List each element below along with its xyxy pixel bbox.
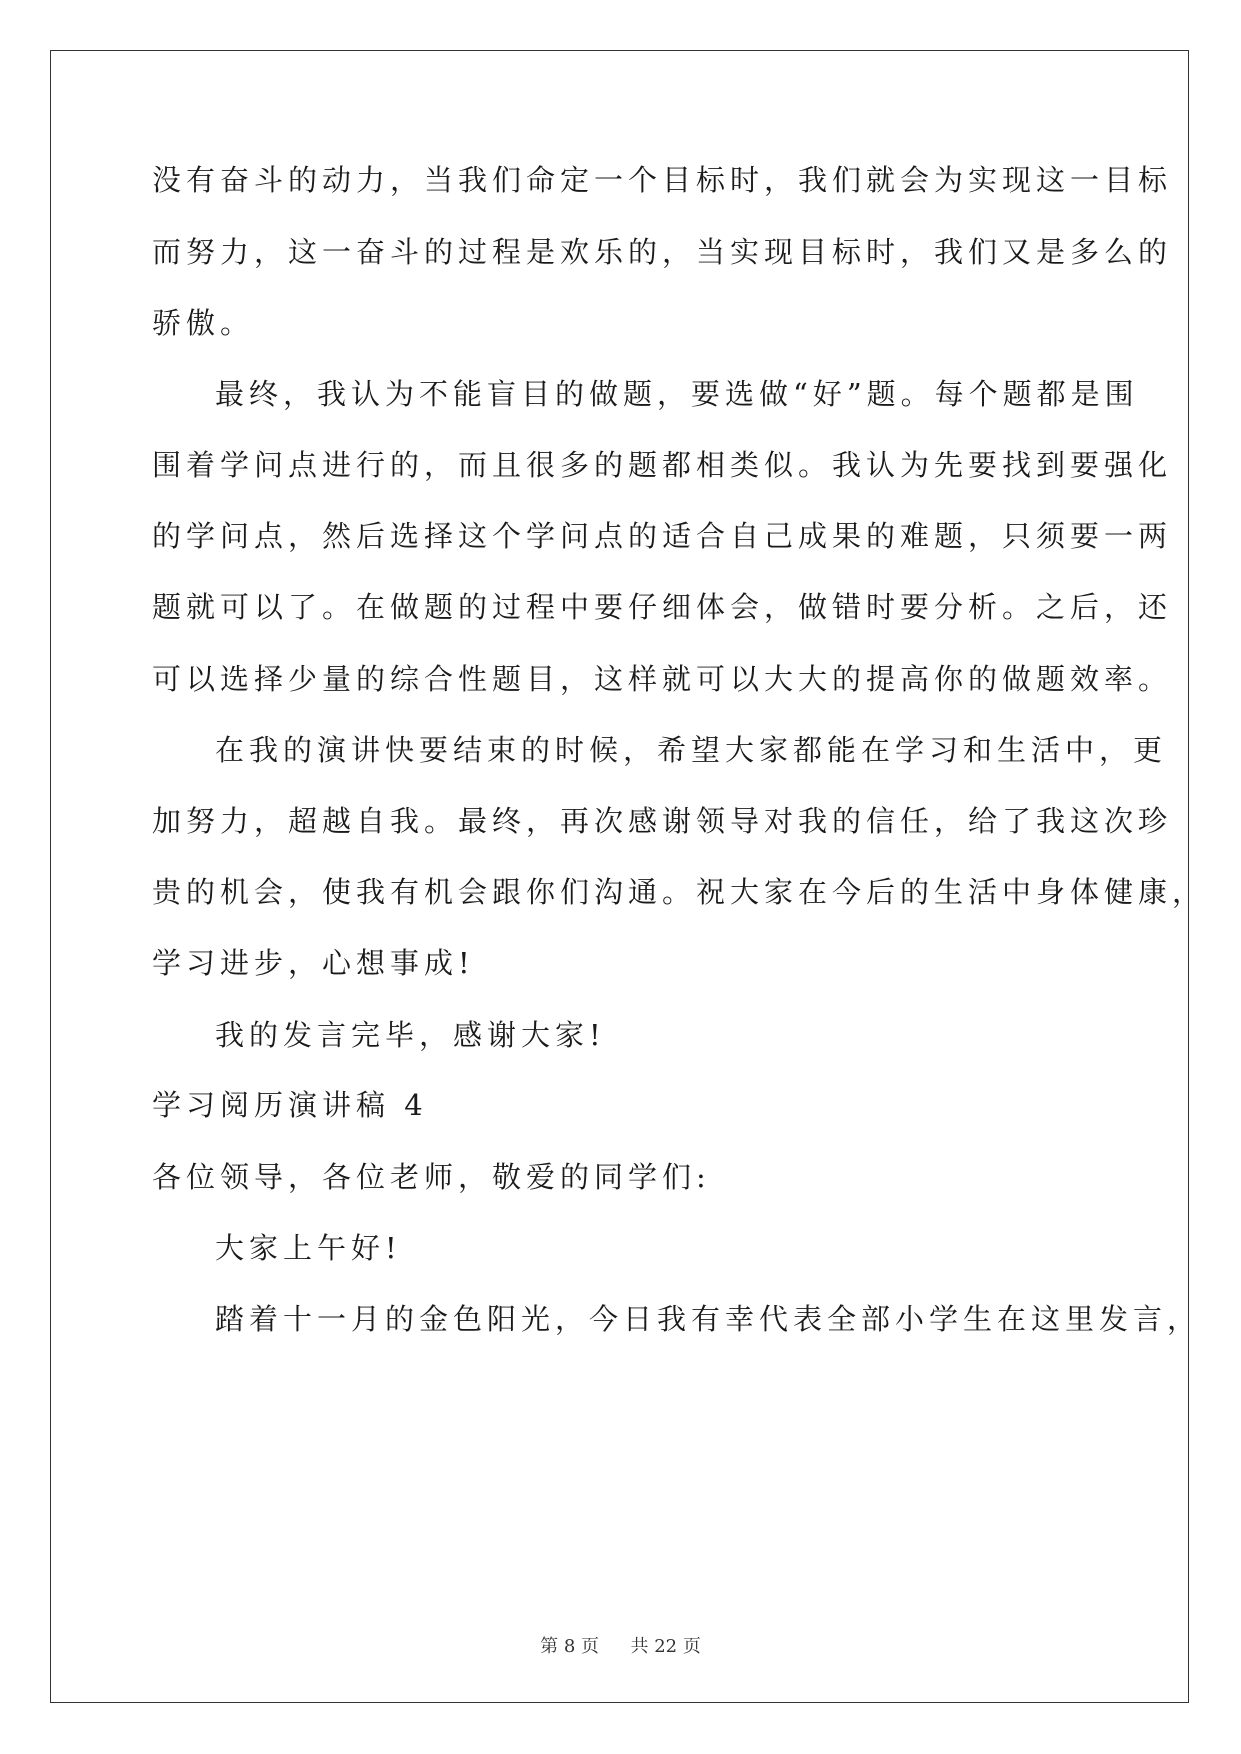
text-line: 围着学问点进行的，而且很多的题都相类似。我认为先要找到要强化 — [152, 448, 1173, 482]
page-total: 共 22 页 — [630, 1636, 701, 1657]
text-line: 学习进步，心想事成! — [152, 946, 475, 980]
text-line: 而努力，这一奋斗的过程是欢乐的，当实现目标时，我们又是多么的 — [152, 235, 1173, 269]
page-number: 第 8 页 — [540, 1636, 600, 1657]
greeting: 大家上午好! — [215, 1231, 402, 1265]
text-line: 的学问点，然后选择这个学问点的适合自己成果的难题，只须要一两 — [152, 519, 1173, 553]
text-line: 没有奋斗的动力，当我们命定一个目标时，我们就会为实现这一目标 — [152, 163, 1173, 197]
text-line: 可以选择少量的综合性题目，这样就可以大大的提高你的做题效率。 — [152, 662, 1173, 696]
salutation: 各位领导，各位老师，敬爱的同学们: — [152, 1160, 711, 1194]
paragraph-start-line: 我的发言完毕，感谢大家! — [215, 1018, 606, 1052]
paragraph-start-line: 在我的演讲快要结束的时候，希望大家都能在学习和生活中，更 — [215, 733, 1168, 767]
text-line: 题就可以了。在做题的过程中要仔细体会，做错时要分析。之后，还 — [152, 590, 1173, 624]
paragraph-start-line: 踏着十一月的金色阳光，今日我有幸代表全部小学生在这里发言， — [215, 1302, 1202, 1336]
page-footer — [0, 1632, 1241, 1658]
section-title: 学习阅历演讲稿 4 — [152, 1088, 428, 1122]
paragraph-start-line: 最终，我认为不能盲目的做题，要选做“好”题。每个题都是围 — [215, 377, 1139, 411]
text-line: 贵的机会，使我有机会跟你们沟通。祝大家在今后的生活中身体健康， — [152, 875, 1207, 909]
text-line: 骄傲。 — [152, 306, 255, 340]
text-line: 加努力，超越自我。最终，再次感谢领导对我的信任，给了我这次珍 — [152, 804, 1173, 838]
